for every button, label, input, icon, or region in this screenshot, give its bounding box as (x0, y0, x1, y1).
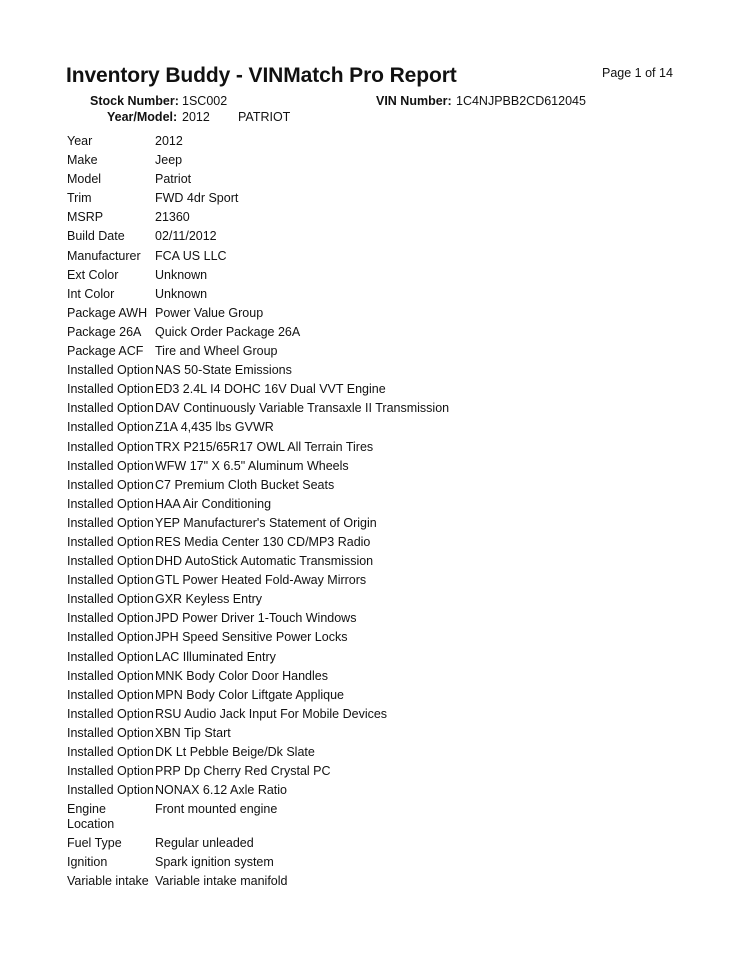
detail-row (67, 304, 707, 323)
detail-key: Ext Color (67, 267, 119, 282)
detail-row (67, 648, 707, 667)
detail-key: Installed Option (67, 401, 154, 416)
detail-key: Int Color (67, 286, 115, 301)
detail-row (67, 743, 707, 762)
detail-key: Installed Option (67, 515, 154, 530)
detail-key: Package ACF (67, 344, 144, 359)
detail-row (67, 872, 707, 891)
detail-row (67, 266, 707, 285)
detail-key: Installed Option (67, 382, 154, 397)
detail-value: Variable intake manifold (155, 874, 288, 889)
detail-value: JPH Speed Sensitive Power Locks (155, 630, 348, 645)
detail-key: MSRP (67, 210, 104, 225)
detail-key: Installed Option (67, 611, 154, 626)
detail-row (67, 418, 707, 437)
detail-value: MPN Body Color Liftgate Applique (155, 687, 344, 702)
detail-row (67, 151, 707, 170)
detail-key: Manufacturer (67, 248, 141, 263)
detail-key: Installed Option (67, 687, 154, 702)
detail-value: C7 Premium Cloth Bucket Seats (155, 477, 335, 492)
detail-value: DAV Continuously Variable Transaxle II Transmission (155, 401, 450, 416)
detail-row (67, 667, 707, 686)
detail-key: Model (67, 172, 102, 187)
detail-key: Fuel Type (67, 836, 122, 851)
detail-key: Installed Option (67, 592, 154, 607)
stock-number-label: Stock Number: (90, 94, 179, 108)
detail-value: FWD 4dr Sport (155, 191, 239, 206)
detail-row (67, 476, 707, 495)
detail-key: Installed Option (67, 420, 154, 435)
detail-row (67, 457, 707, 476)
detail-row (67, 342, 707, 361)
detail-value: HAA Air Conditioning (155, 496, 272, 511)
detail-key: Installed Option (67, 725, 154, 740)
detail-value: YEP Manufacturer's Statement of Origin (155, 515, 377, 530)
detail-value: JPD Power Driver 1-Touch Windows (155, 611, 357, 626)
detail-key: Installed Option (67, 668, 154, 683)
detail-key: Year (67, 134, 93, 148)
detail-value: ED3 2.4L I4 DOHC 16V Dual VVT Engine (155, 382, 386, 397)
detail-value: RSU Audio Jack Input For Mobile Devices (155, 706, 388, 721)
detail-row (67, 800, 707, 832)
detail-key: Package 26A (67, 324, 142, 339)
detail-value: NONAX 6.12 Axle Ratio (155, 783, 288, 798)
detail-key: Make (67, 153, 98, 168)
vehicle-details-list (67, 132, 707, 892)
detail-key: Installed Option (67, 363, 154, 378)
detail-value: TRX P215/65R17 OWL All Terrain Tires (155, 439, 374, 454)
detail-row (67, 533, 707, 552)
detail-row (67, 705, 707, 724)
detail-key: Installed Option (67, 477, 154, 492)
detail-value: GTL Power Heated Fold-Away Mirrors (155, 573, 367, 588)
vin-number-label: VIN Number: (376, 94, 452, 108)
detail-value: Power Value Group (155, 305, 264, 320)
detail-value: MNK Body Color Door Handles (155, 668, 328, 683)
detail-row (67, 514, 707, 533)
detail-key: Engine Location (67, 802, 115, 832)
detail-value: DHD AutoStick Automatic Transmission (155, 554, 374, 569)
detail-value: LAC Illuminated Entry (155, 649, 276, 664)
detail-value: XBN Tip Start (155, 725, 231, 740)
report-title: Inventory Buddy - VINMatch Pro Report (66, 64, 457, 87)
detail-row (67, 853, 707, 872)
detail-row (67, 834, 707, 853)
detail-value: 02/11/2012 (155, 229, 217, 244)
detail-value: 21360 (155, 210, 190, 225)
detail-value: Patriot (155, 172, 192, 187)
detail-value: Tire and Wheel Group (155, 344, 278, 359)
stock-number-value: 1SC002 (182, 94, 228, 108)
year-model-year: 2012 (182, 110, 210, 124)
detail-row (67, 189, 707, 208)
detail-value: Unknown (155, 267, 208, 282)
detail-value: Unknown (155, 286, 208, 301)
detail-row (67, 571, 707, 590)
detail-row (67, 132, 707, 151)
detail-value: GXR Keyless Entry (155, 592, 262, 607)
detail-key: Installed Option (67, 458, 154, 473)
detail-row (67, 247, 707, 266)
detail-value: FCA US LLC (155, 248, 227, 263)
detail-key: Installed Option (67, 439, 154, 454)
detail-key: Build Date (67, 229, 125, 244)
detail-key: Installed Option (67, 649, 154, 664)
detail-value: RES Media Center 130 CD/MP3 Radio (155, 534, 371, 549)
detail-key: Package AWH (67, 305, 148, 320)
detail-row (67, 724, 707, 743)
detail-value: WFW 17" X 6.5" Aluminum Wheels (155, 458, 349, 473)
detail-value: Spark ignition system (155, 855, 274, 870)
detail-row (67, 323, 707, 342)
year-model-model: PATRIOT (238, 110, 291, 124)
detail-row (67, 361, 707, 380)
detail-value: Jeep (155, 153, 183, 168)
detail-row (67, 208, 707, 227)
detail-key: Installed Option (67, 745, 154, 759)
detail-value: Z1A 4,435 lbs GVWR (155, 420, 274, 435)
detail-key: Installed Option (67, 783, 154, 798)
detail-key: Installed Option (67, 573, 154, 588)
detail-row (67, 762, 707, 781)
detail-row (67, 628, 707, 647)
page-number: Page 1 of 14 (602, 66, 673, 80)
detail-key: Installed Option (67, 630, 154, 645)
detail-value: 2012 (155, 134, 183, 148)
detail-key: Installed Option (67, 534, 154, 549)
detail-value: Front mounted engine (155, 802, 278, 817)
detail-value: Regular unleaded (155, 836, 254, 851)
detail-key: Installed Option (67, 764, 154, 779)
detail-value: Quick Order Package 26A (155, 324, 301, 339)
detail-row (67, 686, 707, 705)
detail-row (67, 781, 707, 800)
detail-row (67, 227, 707, 246)
detail-value: DK Lt Pebble Beige/Dk Slate (155, 745, 315, 759)
detail-key: Ignition (67, 855, 108, 870)
detail-key: Installed Option (67, 706, 154, 721)
detail-row (67, 609, 707, 628)
detail-row (67, 399, 707, 418)
detail-row (67, 590, 707, 609)
detail-key: Installed Option (67, 496, 154, 511)
detail-row (67, 285, 707, 304)
detail-key: Installed Option (67, 554, 154, 569)
detail-row (67, 495, 707, 514)
vin-number-value: 1C4NJPBB2CD612045 (456, 94, 586, 108)
detail-row (67, 380, 707, 399)
detail-row (67, 170, 707, 189)
detail-value: PRP Dp Cherry Red Crystal PC (155, 764, 331, 779)
detail-key: Variable intake (67, 874, 149, 889)
detail-row (67, 438, 707, 457)
detail-row (67, 552, 707, 571)
detail-value: NAS 50-State Emissions (155, 363, 292, 378)
detail-key: Trim (67, 191, 92, 206)
year-model-label: Year/Model: (107, 110, 178, 124)
